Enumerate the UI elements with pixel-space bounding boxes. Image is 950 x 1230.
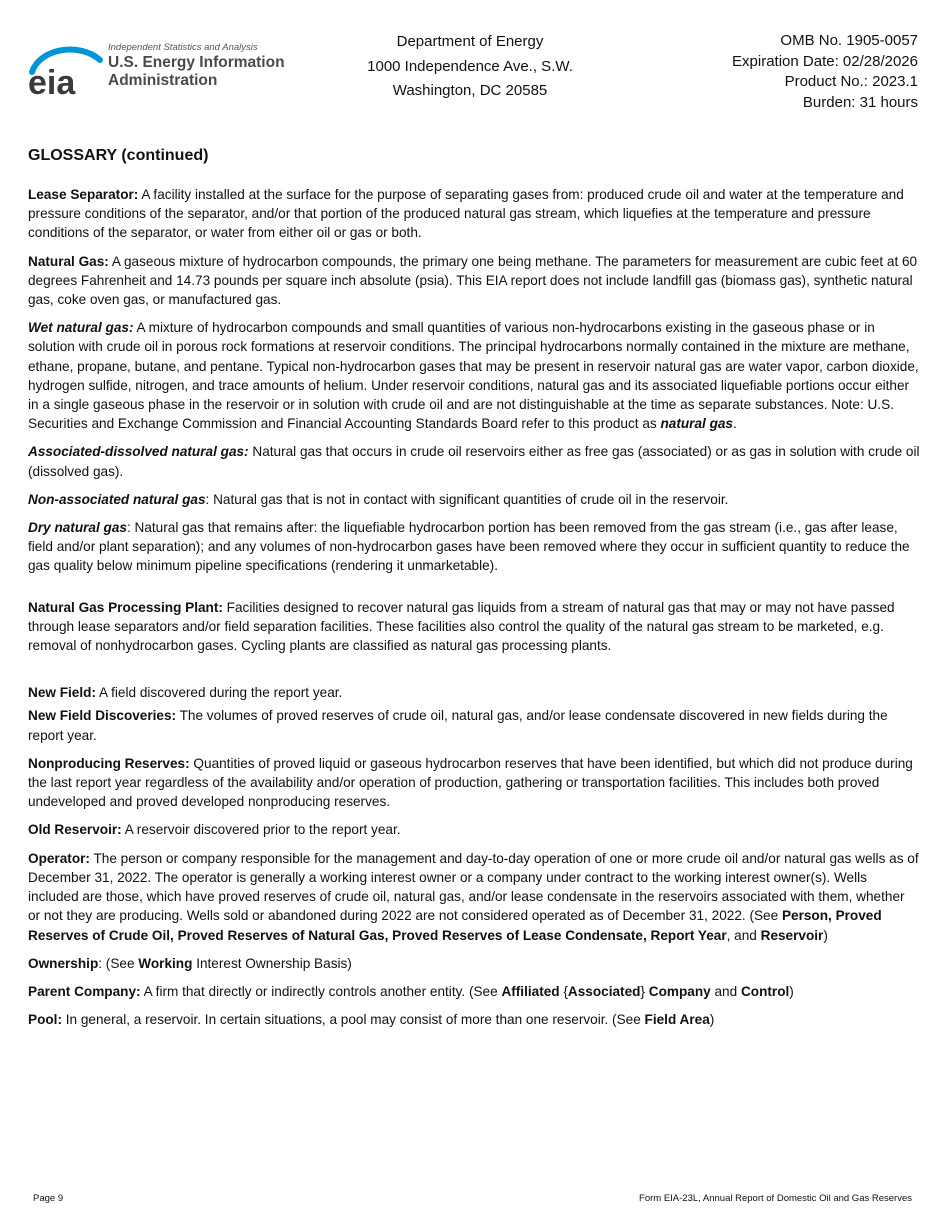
glossary-body: [28, 185, 920, 1038]
glossary-entry-ownership: [28, 954, 920, 973]
glossary-entry-new-field-discoveries: [28, 706, 920, 744]
logo-name-line1: U.S. Energy Information: [108, 54, 285, 71]
glossary-definition-part: ): [823, 927, 828, 943]
glossary-term: Parent Company:: [28, 983, 141, 999]
glossary-reference: Affiliated: [501, 983, 560, 999]
glossary-entry-old-reservoir: [28, 820, 920, 839]
eia-logo: [26, 42, 316, 104]
page-number: Page 9: [33, 1193, 64, 1204]
glossary-entry-pool: [28, 1010, 920, 1029]
glossary-term: Non-associated natural gas: [28, 491, 206, 507]
glossary-reference: Associated: [567, 983, 641, 999]
glossary-definition: A reservoir discovered prior to the report year.: [121, 822, 401, 838]
glossary-reference: Person, Proved Reserves of Crude Oil, Proved Reserves of Natural Gas, Proved Reserves of Lease Condensate, Report Year: [28, 908, 882, 943]
glossary-definition: A field discovered during the report year.: [95, 685, 343, 701]
burden-hours: Burden: 31 hours: [802, 93, 918, 111]
glossary-definition-part: ): [789, 983, 794, 999]
eia-logo-mark-icon: [26, 42, 106, 102]
glossary-entry-parent-company: [28, 982, 920, 1001]
punctuation: .: [733, 416, 737, 432]
glossary-reference: Company: [648, 983, 711, 999]
glossary-term: Associated-dissolved natural gas:: [28, 444, 249, 460]
glossary-term: Old Reservoir:: [28, 822, 122, 838]
glossary-reference: Field Area: [644, 1012, 710, 1028]
glossary-definition: Quantities of proved liquid or gaseous hydrocarbon reserves that have been identified, but which did not produce during the last report year regardless of the availability and/or operation of production, gathering or transportation facilities. This includes both proved undeveloped and proved developed nonproducing reserves.: [28, 755, 913, 810]
product-number: Product No.: 2023.1: [784, 73, 918, 90]
glossary-reference: Reservoir: [760, 927, 824, 943]
glossary-term: Wet natural gas:: [28, 320, 134, 336]
expiration-date: Expiration Date: 02/28/2026: [732, 52, 918, 70]
glossary-term: New Field Discoveries:: [28, 708, 177, 724]
glossary-term: Operator:: [28, 850, 90, 866]
glossary-definition: In general, a reservoir. In certain situations, a pool may consist of more than one reservoir. (See: [61, 1012, 645, 1028]
glossary-definition: A gaseous mixture of hydrocarbon compounds, the primary one being methane. The parameters for measurement are cubic feet at 60 degrees Fahrenheit and 14.73 pounds per square inch absolute (psia). This EIA report does not include landfill gas (biomass gas), synthetic natural gas, coke oven gas, or manufactured gas.: [28, 253, 918, 308]
glossary-reference: Control: [740, 983, 790, 999]
glossary-term: Nonproducing Reserves:: [28, 755, 190, 771]
glossary-reference: natural gas: [660, 416, 733, 432]
glossary-definition: Natural gas that occurs in crude oil reservoirs either as free gas (associated) or as gas in solution with crude oil (dissolved gas).: [28, 444, 920, 479]
form-title: Form EIA-23L, Annual Report of Domestic Oil and Gas Reserves: [639, 1193, 912, 1204]
glossary-entry-wet-natural-gas: [28, 318, 920, 433]
glossary-definition: : Natural gas that remains after: the liquefiable hydrocarbon portion has been removed from the gas stream (i.e., gas after lease, field and/or plant separation); and any volumes of non-hydrocarbon gases have been removed where they occur in sufficient quantity to reduce the gas quality below minimum pipeline specifications (rendering it unmarketable).: [28, 520, 910, 574]
address-line-2: 1000 Independence Ave., S.W.: [367, 57, 573, 75]
glossary-entry-dry-natural-gas: [28, 518, 920, 576]
glossary-term: Pool:: [28, 1012, 62, 1028]
omb-number: OMB No. 1905-0057: [780, 32, 918, 49]
glossary-entry-non-associated: [28, 490, 920, 509]
glossary-entry-natural-gas: [28, 252, 920, 310]
glossary-entry-operator: [28, 849, 920, 945]
glossary-definition: The person or company responsible for the management and day-to-day operation of one or more crude oil and/or natural gas wells as of December 31, 2022. The operator is generally a working interest owner or a company under contract to the working interest owner(s). Wells included are those, which have proved reserves of crude oil, natural gas, and/or lease condensate in the reservoirs associated with them, whether or not they are producing. Wells sold or abandoned during 2022 are not considered operated as of December 31, 2022. (See: [28, 850, 919, 924]
glossary-definition-part: {: [559, 983, 568, 999]
glossary-definition-part: Interest Ownership Basis): [192, 955, 352, 971]
glossary-term: Natural Gas Processing Plant:: [28, 599, 223, 615]
logo-tagline: Independent Statistics and Analysis: [108, 42, 258, 53]
glossary-definition-part: }: [640, 983, 649, 999]
glossary-term: Natural Gas:: [28, 253, 109, 269]
glossary-entry-nonproducing-reserves: [28, 754, 920, 812]
page-title: GLOSSARY (continued): [28, 147, 209, 164]
logo-name-line2: Administration: [108, 72, 218, 89]
glossary-definition: Facilities designed to recover natural gas liquids from a stream of natural gas that may or may not have passed through lease separators and/or field separation facilities. These facilities also control the quality of the natural gas stream to be marketed, e.g. removal of nonhydrocarbon gases. Cycling plants are classified as natural gas processing plants.: [28, 599, 895, 654]
glossary-entry-associated-dissolved: [28, 442, 920, 480]
glossary-definition: The volumes of proved reserves of crude oil, natural gas, and/or lease condensate discovered in new fields during the report year.: [28, 708, 888, 743]
glossary-definition: : Natural gas that is not in contact with significant quantities of crude oil in the reservoir.: [205, 491, 729, 507]
address-line-3: Washington, DC 20585: [392, 82, 548, 99]
glossary-entry-new-field: [28, 683, 920, 702]
glossary-definition: A firm that directly or indirectly controls another entity. (See: [140, 983, 502, 999]
glossary-definition: A facility installed at the surface for the purpose of separating gases from: produced crude oil and water at the temperature and pressure conditions of the separator, and/or that portion of the produced natural gas stream, which liquefies at the temperature and pressure conditions of the separator, or water from either oil or gas or both.: [28, 187, 904, 241]
glossary-reference: Working: [138, 955, 193, 971]
glossary-entry-processing-plant: [28, 598, 920, 656]
glossary-entry-lease-separator: [28, 185, 920, 243]
glossary-definition-part: and: [710, 983, 741, 999]
glossary-definition: : (See: [98, 955, 139, 971]
glossary-definition: A mixture of hydrocarbon compounds and small quantities of various non-hydrocarbons existing in the gaseous phase or in solution with crude oil in porous rock formations at reservoir conditions. The principal hydrocarbons normally contained in the mixture are methane, ethane, propane, butane, and pentane. Typical non-hydrocarbon gases that may be present in reservoir natural gas are water vapor, carbon dioxide, hydrogen sulfide, nitrogen, and trace amounts of helium. Under reservoir conditions, natural gas and its associated liquefiable portions occur either in a single gaseous phase in the reservoir or in solution with crude oil and are not distinguishable at the time as separate substances. Note: U.S. Securities and Exchange Commission and Financial Accounting Standards Board refer to this product as: [28, 320, 919, 432]
glossary-term: New Field:: [28, 685, 96, 701]
omb-info: [638, 31, 918, 113]
address-line-1: Department of Energy: [396, 33, 544, 50]
glossary-term: Ownership: [28, 955, 99, 971]
agency-address: [320, 30, 620, 104]
glossary-term: Lease Separator:: [28, 187, 139, 202]
eia-mark-text: eia: [28, 64, 76, 102]
glossary-term: Dry natural gas: [28, 520, 127, 536]
glossary-definition-part: ): [709, 1012, 715, 1028]
glossary-definition-part: , and: [726, 927, 761, 943]
